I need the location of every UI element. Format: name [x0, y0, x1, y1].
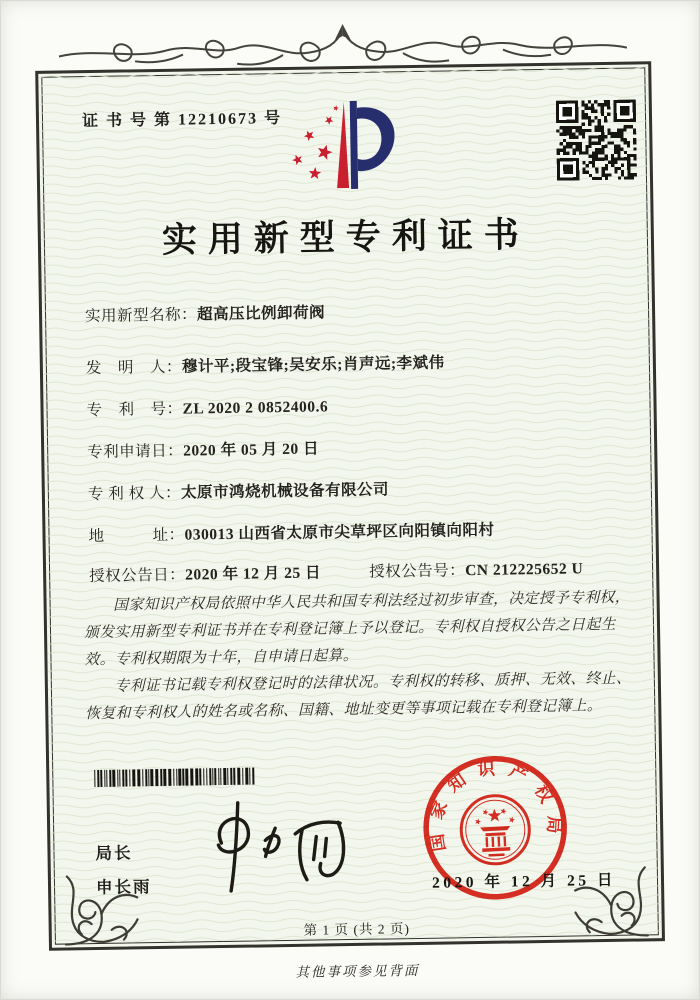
barcode-bar — [119, 770, 120, 787]
barcode-bar — [163, 769, 166, 786]
legal-text — [83, 585, 633, 728]
barcode-bar — [97, 770, 99, 787]
director-name: 申长雨 — [95, 877, 152, 898]
barcode-bar — [173, 769, 174, 786]
see-reverse-note: 其他事项参见背面 — [295, 962, 420, 980]
barcode-bar — [252, 768, 254, 785]
director-signature — [193, 793, 380, 901]
field-label: 专利申请日： — [87, 442, 184, 462]
svg-text:国家知识产权局 — [422, 755, 567, 853]
barcode-bar — [203, 768, 204, 785]
barcode-bar — [199, 768, 201, 785]
field-value: 太原市鸿烧机械设备有限公司 — [180, 481, 390, 502]
field-label: 授权公告号： — [369, 562, 466, 581]
barcode-bar — [178, 769, 181, 786]
barcode-bar — [122, 770, 124, 787]
barcode-bar — [106, 770, 107, 787]
barcode-bar — [242, 768, 243, 785]
barcode-bar — [245, 768, 248, 785]
certificate-number: 证 书 号 第 12210673 号 — [81, 110, 283, 131]
barcode-bar — [160, 769, 162, 786]
barcode-bar — [233, 768, 235, 785]
barcode-bar — [220, 768, 221, 785]
barcode-bar — [237, 768, 240, 785]
field-value: 超高压比例卸荷阀 — [196, 304, 326, 324]
field-value: 2020 年 05 月 20 日 — [183, 440, 320, 460]
field-value: 穆计平;段宝锋;吴安乐;肖声远;李斌伟 — [181, 354, 445, 376]
field-value: CN 212225652 U — [465, 560, 584, 580]
barcode-bar — [249, 768, 250, 785]
barcode-bar — [230, 768, 232, 785]
page-number: 第 1 页 (共 2 页) — [303, 921, 411, 938]
barcode-bar — [182, 769, 184, 786]
field-label: 专 利 权 人： — [87, 484, 182, 504]
barcode-bar — [125, 770, 127, 787]
qr-code — [556, 99, 637, 180]
barcode — [94, 767, 282, 787]
barcode-bar — [227, 768, 228, 785]
field-value: ZL 2020 2 0852400.6 — [182, 398, 329, 418]
field-label: 授权公告日： — [89, 566, 186, 586]
cnipa-logo-icon — [284, 95, 408, 203]
barcode-bar — [100, 770, 102, 787]
barcode-bar — [209, 768, 211, 785]
barcode-bar — [168, 769, 171, 786]
barcode-bar — [150, 769, 153, 786]
seal-text: 国家知识产权局 — [424, 757, 565, 853]
barcode-bar — [223, 768, 226, 785]
barcode-bar — [214, 768, 216, 785]
barcode-bar — [132, 769, 135, 786]
barcode-bar — [155, 769, 158, 786]
director-title: 局长 — [95, 843, 133, 864]
legal-paragraph-1: 国家知识产权局依照中华人民共和国专利法经过初步审查，决定授予专利权，颁发实用新型专利证书并在专利登记簿上予以登记。专利权自授权公告之日起生效。专利权期限为十年，自申请日起算。 — [83, 589, 630, 669]
official-seal — [403, 735, 588, 920]
barcode-bar — [190, 768, 193, 785]
barcode-bar — [142, 769, 143, 786]
barcode-bar — [94, 770, 95, 787]
grant-number-pair — [369, 556, 583, 581]
grant-date-pair — [89, 564, 321, 585]
barcode-bar — [195, 768, 198, 785]
field-label: 专 利 号： — [86, 400, 183, 420]
barcode-bar — [112, 770, 115, 787]
field-value: 030013 山西省太原市尖草坪区向阳镇向阳村 — [184, 521, 495, 544]
field-label: 发 明 人： — [85, 358, 183, 378]
barcode-bar — [206, 768, 207, 785]
director-block — [95, 839, 151, 898]
field-label: 实用新型名称： — [84, 306, 198, 326]
grant-date-stamp: 2020 年 12 月 25 日 — [431, 871, 617, 892]
national-emblem — [460, 794, 531, 865]
legal-paragraph-2: 专利证书记载专利权登记时的法律状况。专利权的转移、质押、无效、终止、恢复和专利权人的姓名或名称、国籍、地址变更等事项记载在专利登记簿上。 — [85, 670, 632, 722]
barcode-bar — [129, 769, 130, 786]
barcode-bar — [109, 770, 111, 787]
barcode-bar — [185, 769, 188, 786]
certificate-title: 实用新型专利证书 — [161, 215, 531, 260]
barcode-bar — [137, 769, 140, 786]
barcode-bar — [145, 769, 147, 786]
field-label: 地 址： — [88, 526, 185, 546]
field-value: 2020 年 12 月 25 日 — [185, 564, 322, 584]
